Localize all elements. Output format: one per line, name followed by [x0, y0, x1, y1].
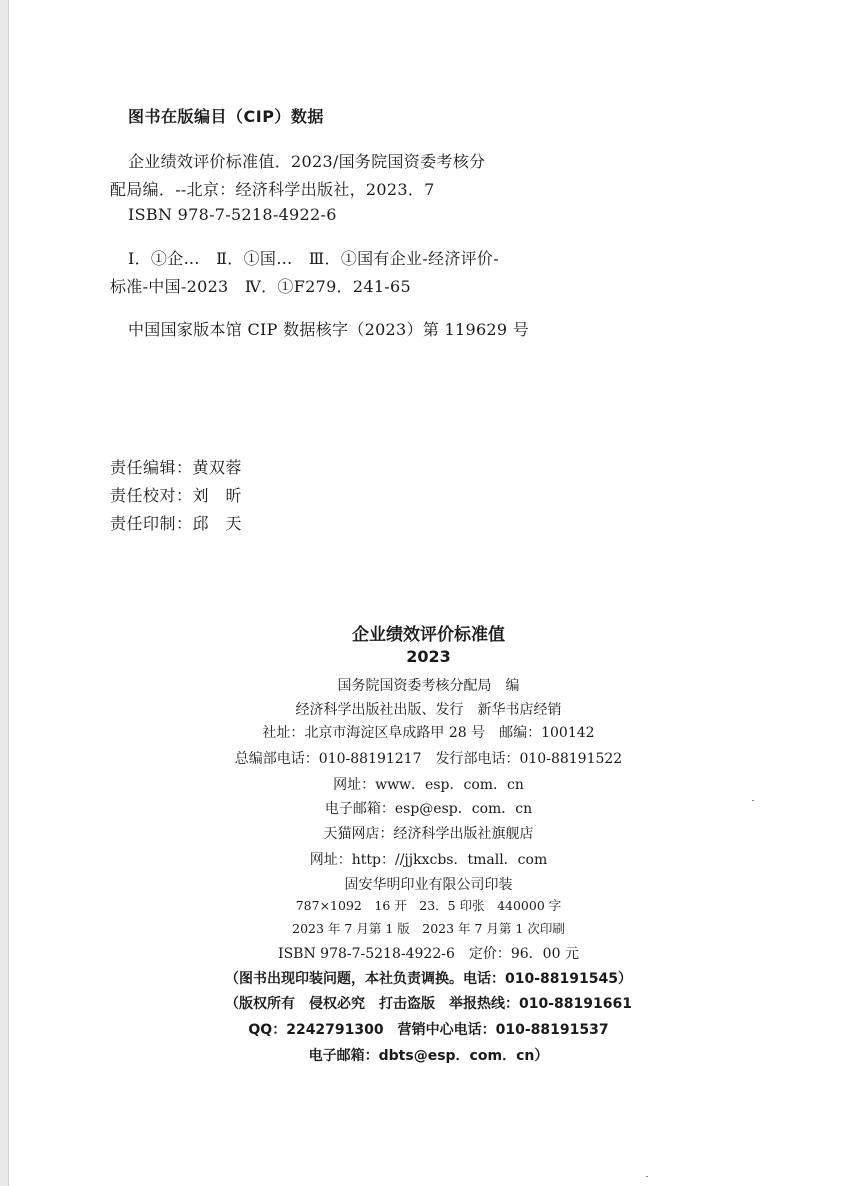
- notice-qq: QQ：2242791300 营销中心电话：010-88191537: [248, 1022, 609, 1038]
- book-year: 2023: [406, 647, 451, 666]
- notice-print-issues: （图书出现印装问题，本社负责调换。电话：010-88191545）: [225, 971, 632, 987]
- notice-email: 电子邮箱：dbts@esp．com．cn）: [308, 1048, 549, 1064]
- cip-title-line-1: 企业绩效评价标准值．2023/国务院国资委考核分: [128, 152, 486, 171]
- isbn-price: ISBN 978-7-5218-4922-6 定价：96．00 元: [278, 946, 579, 962]
- scan-speck: [646, 1176, 648, 1177]
- tmall-url: 网址：http：//jjkxcbs．tmall．com: [309, 852, 548, 868]
- responsible-proofreader: 责任校对：刘 昕: [110, 486, 243, 505]
- publisher: 经济科学出版社出版、发行 新华书店经销: [295, 702, 562, 718]
- printer: 固安华明印业有限公司印装: [344, 877, 513, 893]
- tmall-store: 天猫网店：经济科学出版社旗舰店: [323, 826, 534, 842]
- cip-subject-line-1: Ⅰ．①企… Ⅱ．①国… Ⅲ．①国有企业-经济评价-: [128, 249, 499, 268]
- scan-speck: [752, 800, 754, 801]
- publisher-phones: 总编部电话：010-88191217 发行部电话：010-88191522: [234, 751, 623, 767]
- edition-info: 2023 年 7 月第 1 版 2023 年 7 月第 1 次印刷: [292, 921, 565, 936]
- book-title: 企业绩效评价标准值: [352, 625, 505, 645]
- cip-record-number: 中国国家版本馆 CIP 数据核字（2023）第 119629 号: [128, 320, 530, 339]
- cip-isbn: ISBN 978-7-5218-4922-6: [128, 205, 337, 224]
- responsible-editor: 责任编辑：黄双蓉: [110, 458, 243, 477]
- publisher-email: 电子邮箱：esp@esp．com．cn: [324, 801, 533, 817]
- notice-copyright: （版权所有 侵权必究 打击盗版 举报热线：010-88191661: [225, 996, 632, 1012]
- cip-heading: 图书在版编目（CIP）数据: [128, 107, 324, 126]
- compiler: 国务院国资委考核分配局 编: [337, 678, 520, 694]
- format-spec: 787×1092 16 开 23．5 印张 440000 字: [295, 898, 562, 913]
- responsible-printing: 责任印制：邱 天: [110, 514, 243, 533]
- cip-title-line-2: 配局编．--北京：经济科学出版社，2023．7: [110, 180, 435, 199]
- cip-subject-line-2: 标准-中国-2023 Ⅳ．①F279．241-65: [110, 277, 411, 296]
- publisher-address: 社址：北京市海淀区阜成路甲 28 号 邮编：100142: [262, 725, 595, 741]
- publisher-website: 网址：www．esp．com．cn: [333, 777, 524, 793]
